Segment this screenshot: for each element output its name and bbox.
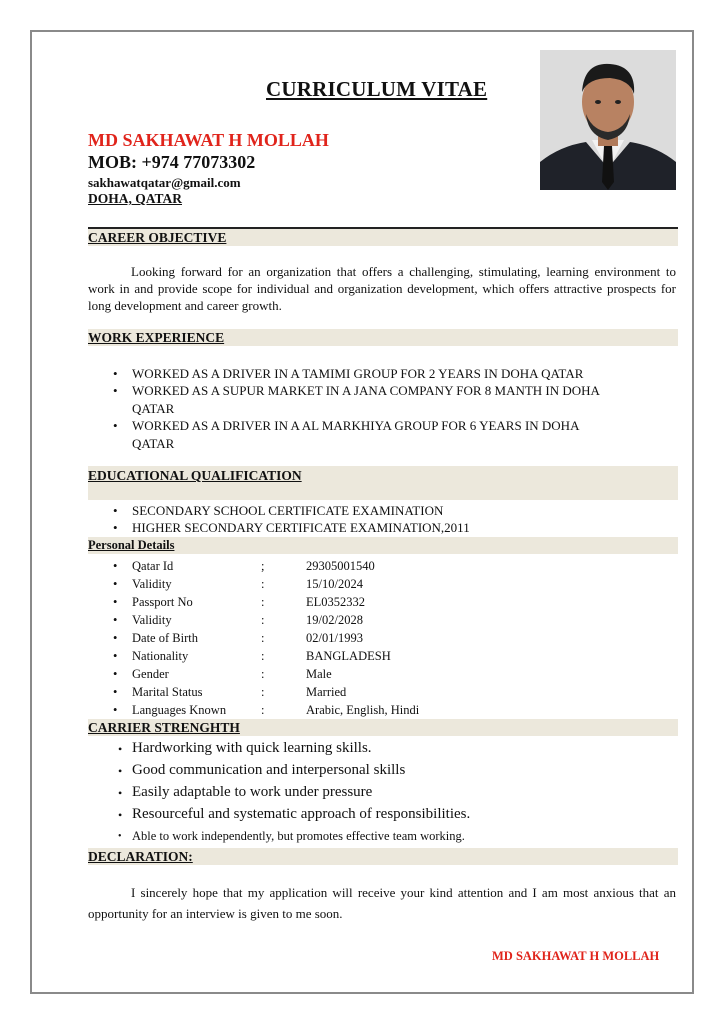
bullet-icon: •: [118, 742, 123, 756]
document-title: CURRICULUM VITAE: [266, 77, 488, 101]
bullet-icon: •: [118, 786, 123, 800]
bullet-icon: •: [113, 520, 118, 535]
mobile-number: MOB: +974 77073302: [88, 152, 256, 172]
education-heading: EDUCATIONAL QUALIFICATION: [88, 468, 302, 483]
personal-details-band: [88, 537, 678, 554]
bullet-icon: •: [113, 577, 118, 591]
email-address: sakhawatqatar@gmail.com: [88, 175, 241, 190]
profile-photo: [540, 50, 676, 190]
bullet-icon: •: [113, 685, 118, 699]
bullet-icon: •: [113, 418, 118, 433]
declaration-heading: DECLARATION:: [88, 849, 193, 864]
personal-details-heading: Personal Details: [88, 538, 175, 552]
bullet-icon: •: [113, 383, 118, 398]
bullet-icon: •: [113, 703, 118, 717]
declaration-text: I sincerely hope that my application will receive your kind attention and I am most anxious that an opportunity for an interview is given to me soon.: [88, 885, 676, 921]
bullet-icon: •: [113, 595, 118, 609]
bullet-icon: •: [113, 613, 118, 627]
bullet-icon: •: [118, 764, 123, 778]
bullet-icon: •: [118, 831, 122, 842]
bullet-icon: •: [113, 631, 118, 645]
work-experience-heading: WORK EXPERIENCE: [88, 330, 225, 345]
signature-name: MD SAKHAWAT H MOLLAH: [492, 949, 660, 963]
bullet-icon: •: [113, 649, 118, 663]
bullet-icon: •: [113, 503, 118, 518]
bullet-icon: •: [118, 808, 123, 822]
location: DOHA, QATAR: [88, 191, 182, 206]
strengths-heading: CARRIER STRENGHTH: [88, 720, 240, 735]
bullet-icon: •: [113, 667, 118, 681]
bullet-icon: •: [113, 366, 118, 381]
career-objective-text: Looking forward for an organization that offers a challenging, stimulating, learning environment to work in and provide scope for individual and organization development, which offers attractive prospects for long development and career growth.: [88, 264, 676, 313]
bullet-icon: •: [113, 559, 118, 573]
candidate-name: MD SAKHAWAT H MOLLAH: [88, 130, 329, 150]
career-objective-heading: CAREER OBJECTIVE: [88, 230, 227, 245]
